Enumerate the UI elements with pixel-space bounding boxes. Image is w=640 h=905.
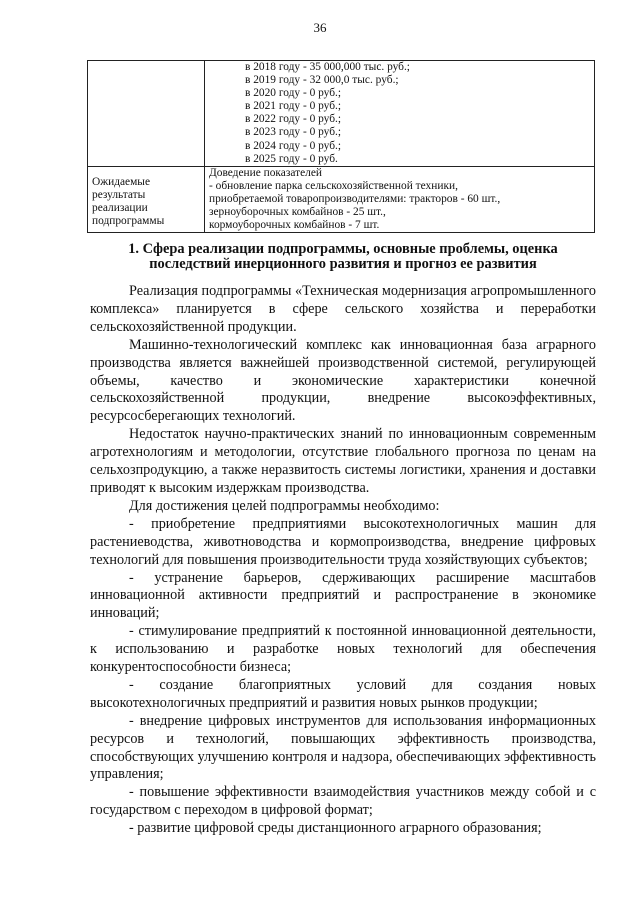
paragraph: Реализация подпрограммы «Техническая модернизация агропромышленного комплекса» планируется в сфере сельского хозяйства и переработки сельскохозяйственной продукции. [90,283,596,335]
paragraph: Для достижения целей подпрограммы необходимо: [129,497,440,514]
list-item: - стимулирование предприятий к постоянной инновационной деятельности, к использованию и разработке новых технологий для обеспечения конкурентоспособности бизнеса; [90,623,596,676]
paragraph: Недостаток научно-практических знаний по инновационным современным агротехнологиям и методологии, отсутствие глобального прогноза по ценам на сельхозпродукцию, а также неразвитость системы логистики, хранения и доставки приводят к высоким издержкам производства. [90,426,596,496]
list-item: - создание благоприятных условий для создания новых высокотехнологичных предприятий и развития новых рынков продукции; [90,676,596,711]
results-label-line: результаты [92,188,146,201]
funding-cell [205,61,595,167]
funding-row [88,61,595,167]
section-body [90,283,596,838]
results-line: Доведение показателей [209,166,322,179]
list-item: - устранение барьеров, сдерживающих расширение масштабов инновационной активности предприятий и распространение в экономике инноваций; [90,569,596,622]
results-line: кормоуборочных комбайнов - 7 шт. [209,219,380,232]
results-label-line: Ожидаемые [92,175,151,188]
page-number: 36 [313,20,327,35]
list-item: - развитие цифровой среды дистанционного аграрного образования; [129,820,542,837]
results-label-line: подпрограммы [92,215,165,228]
funding-line: в 2021 году - 0 руб.; [245,100,342,113]
funding-line: в 2018 году - 35 000,000 тыс. руб.; [245,61,410,73]
passport-table [87,60,595,233]
paragraph: Машинно-технологический комплекс как инновационная база аграрного производства является важнейшей производственной системой, регулирующей объемы, качество и экономические характеристики конечной сельскохозяйственной продукции, внедрение высокоэффективных, ресурсосберегающих технологий. [90,336,596,425]
funding-line: в 2019 году - 32 000,0 тыс. руб.; [245,74,399,87]
funding-line: в 2020 году - 0 руб.; [245,87,342,100]
results-label-cell [88,166,205,232]
funding-line: в 2022 году - 0 руб.; [245,113,342,126]
funding-label-cell [88,61,205,167]
results-label-line: реализации [92,201,148,214]
results-row [88,166,595,232]
list-item: - приобретение предприятиями высокотехнологичных машин для растениеводства, животноводства и кормопроизводства, внедрение цифровых технологий для повышения производительности труда хозяйствующих субъектов; [90,515,596,568]
list-item: - внедрение цифровых инструментов для использования информационных ресурсов и технологий, повышающих эффективность производства, способствующих улучшению контроля и надзора, обеспечивающих эффективность управления; [90,712,596,783]
results-line: зерноуборочных комбайнов - 25 шт., [209,206,386,219]
funding-line: в 2023 году - 0 руб.; [245,126,342,139]
funding-line: в 2025 году - 0 руб. [245,152,338,165]
results-cell [205,166,595,232]
funding-line: в 2024 году - 0 руб.; [245,139,342,152]
list-item: - повышение эффективности взаимодействия участников между собой и с государством с переходом в цифровой формат; [90,784,596,819]
results-line: - обновление парка сельскохозяйственной техники, [209,179,458,192]
section-heading: 1. Сфера реализации подпрограммы, основные проблемы, оценка последствий инерционного развития и прогноз ее развития [128,241,558,272]
results-line: приобретаемой товаропроизводителями: тракторов - 60 шт., [209,192,501,205]
